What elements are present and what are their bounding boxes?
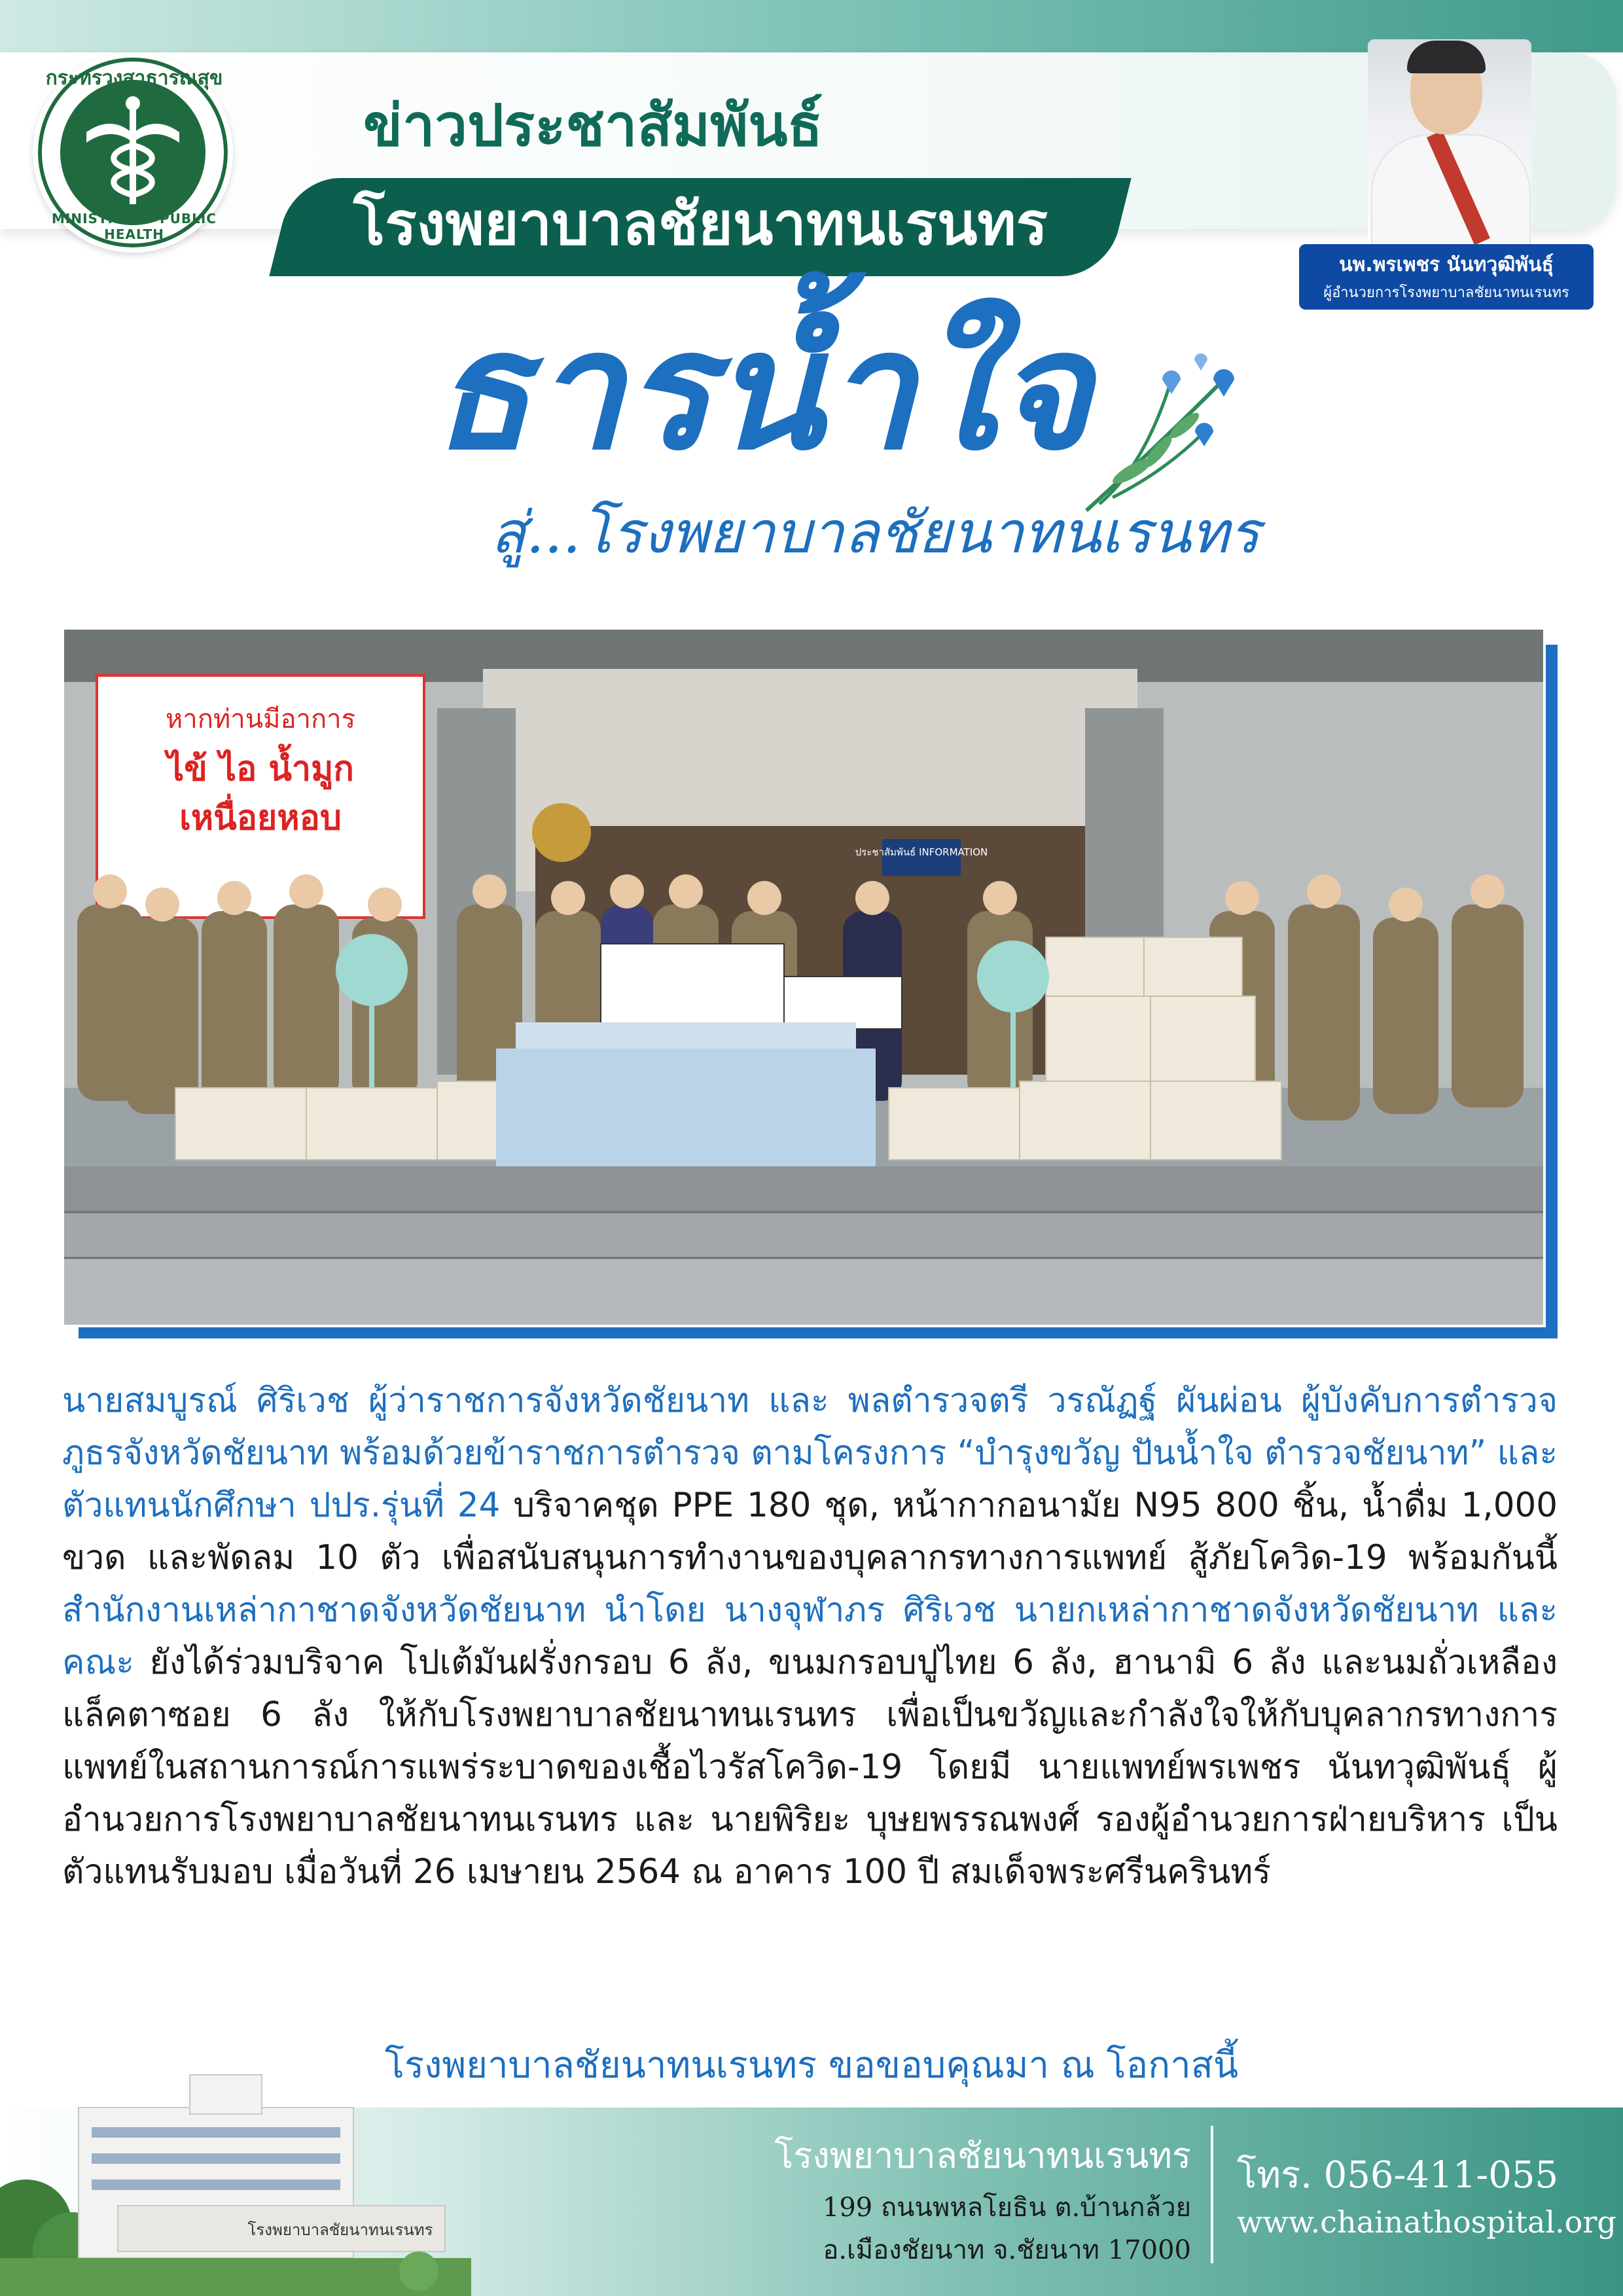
footer-address-line-1: 199 ถนนพหลโยธิน ต.บ้านกล้วย: [822, 2193, 1191, 2223]
logo-text-bottom: MINISTRY OF PUBLIC HEALTH: [52, 211, 217, 242]
donation-details-2: ยังได้ร่วมบริจาค โปเต้มันฝรั่งกรอบ 6 ลัง, ขนมกรอบปูไทย 6 ลัง, ฮานามิ 6 ลัง และนมถั่วเหลืองแล็คตาซอย 6 ลัง ให้กับโรงพยาบาลชัยนาทนเรนทร เพื่อเป็นขวัญและกำลังใจให้กับบุคลากรทางการแพทย์ในสถานการณ์การแพร่ระบาดของเชื้อไวรัสโควิด-19 โดยมี นายแพทย์พรเพชร นันทวุฒิพันธุ์ ผู้อำนวยการโรงพยาบาลชัยนาทนเรนทร และ นายพิริยะ บุษยพรรณพงศ์ รองผู้อำนวยการฝ่ายบริหาร เป็นตัวแทนรับมอบ เมื่อวันที่ 26 เมษายน 2564 ณ อาคาร 100 ปี สมเด็จพระศรีนครินทร์: [62, 1643, 1558, 1892]
director-name: นพ.พรเพชร นันทวุฒิพันธุ์: [1339, 253, 1554, 276]
donation-details-1: บริจาคชุด PPE 180 ชุด, หน้ากากอนามัย N95 800 ชิ้น, น้ำดื่ม 1,000 ขวด และพัดลม 10 ตัว เพื่อสนับสนุนการทำงานของบุคลากรทางการแพทย์ สู้ภัยโควิด-19 พร้อมกันนี้: [62, 1486, 1558, 1577]
building-sign: โรงพยาบาลชัยนาทนเรนทร: [247, 2221, 433, 2239]
hospital-building-image: [0, 2062, 471, 2296]
thanks-line: โรงพยาบาลชัยนาทนเรนทร ขอขอบคุณมา ณ โอกาสนี้: [384, 2044, 1239, 2087]
footer-hospital-name: โรงพยาบาลชัยนาทนเรนทร: [774, 2135, 1191, 2176]
donation-photo: [62, 627, 1546, 1327]
article-body: [62, 1374, 1558, 1898]
director-hair: [1407, 41, 1486, 73]
caduceus-icon: [60, 80, 205, 225]
footer-divider: [1211, 2126, 1213, 2263]
headline-main: ธารน้ำใจ: [432, 293, 1092, 486]
logo-text-top: กระทรวงสาธารณสุข: [45, 67, 223, 90]
headline-sub: สู่...โรงพยาบาลชัยนาทนเรนทร: [491, 499, 1260, 566]
footer-website: www.chainathospital.org: [1237, 2204, 1616, 2240]
info-sign: ประชาสัมพันธ์ INFORMATION: [855, 846, 988, 858]
flower-bouquet-icon: [1073, 340, 1237, 517]
donor-group-2: สำนักงานเหล่ากาชาดจังหวัดชัยนาท นำโดย นางจุฬาภร ศิริเวช นายกเหล่ากาชาดจังหวัดชัยนาท และคณะ: [62, 1590, 1558, 1682]
donation-scene: [64, 630, 1543, 1325]
footer-phone: โทร. 056-411-055: [1237, 2154, 1559, 2197]
sign-line-2: ไข้ ไอ น้ำมูก: [167, 749, 354, 789]
donor-group-1: นายสมบูรณ์ ศิริเวช ผู้ว่าราชการจังหวัดชัยนาท และ พลตำรวจตรี วรณัฏฐ์ ผันผ่อน ผู้บังคับการตำรวจภูธรจังหวัดชัยนาท พร้อมด้วยข้าราชการตำรวจ ตามโครงการ “บำรุงขวัญ ปันน้ำใจ ตำรวจชัยนาท” และตัวแทนนักศึกษา ปปร.รุ่นที่ 24: [62, 1381, 1558, 1525]
director-name-badge: [1299, 244, 1594, 310]
hospital-title: โรงพยาบาลชัยนาทนเรนทร: [353, 192, 1048, 257]
footer-address-line-2: อ.เมืองชัยนาท จ.ชัยนาท 17000: [823, 2235, 1191, 2265]
news-title: ข่าวประชาสัมพันธ์: [363, 93, 823, 158]
sign-line-1: หากท่านมีอาการ: [165, 704, 356, 734]
director-role: ผู้อำนวยการโรงพยาบาลชัยนาทนเรนทร: [1323, 285, 1569, 301]
ministry-logo-emblem: [60, 80, 205, 225]
sign-line-3: เหนื่อยหอบ: [179, 798, 342, 838]
